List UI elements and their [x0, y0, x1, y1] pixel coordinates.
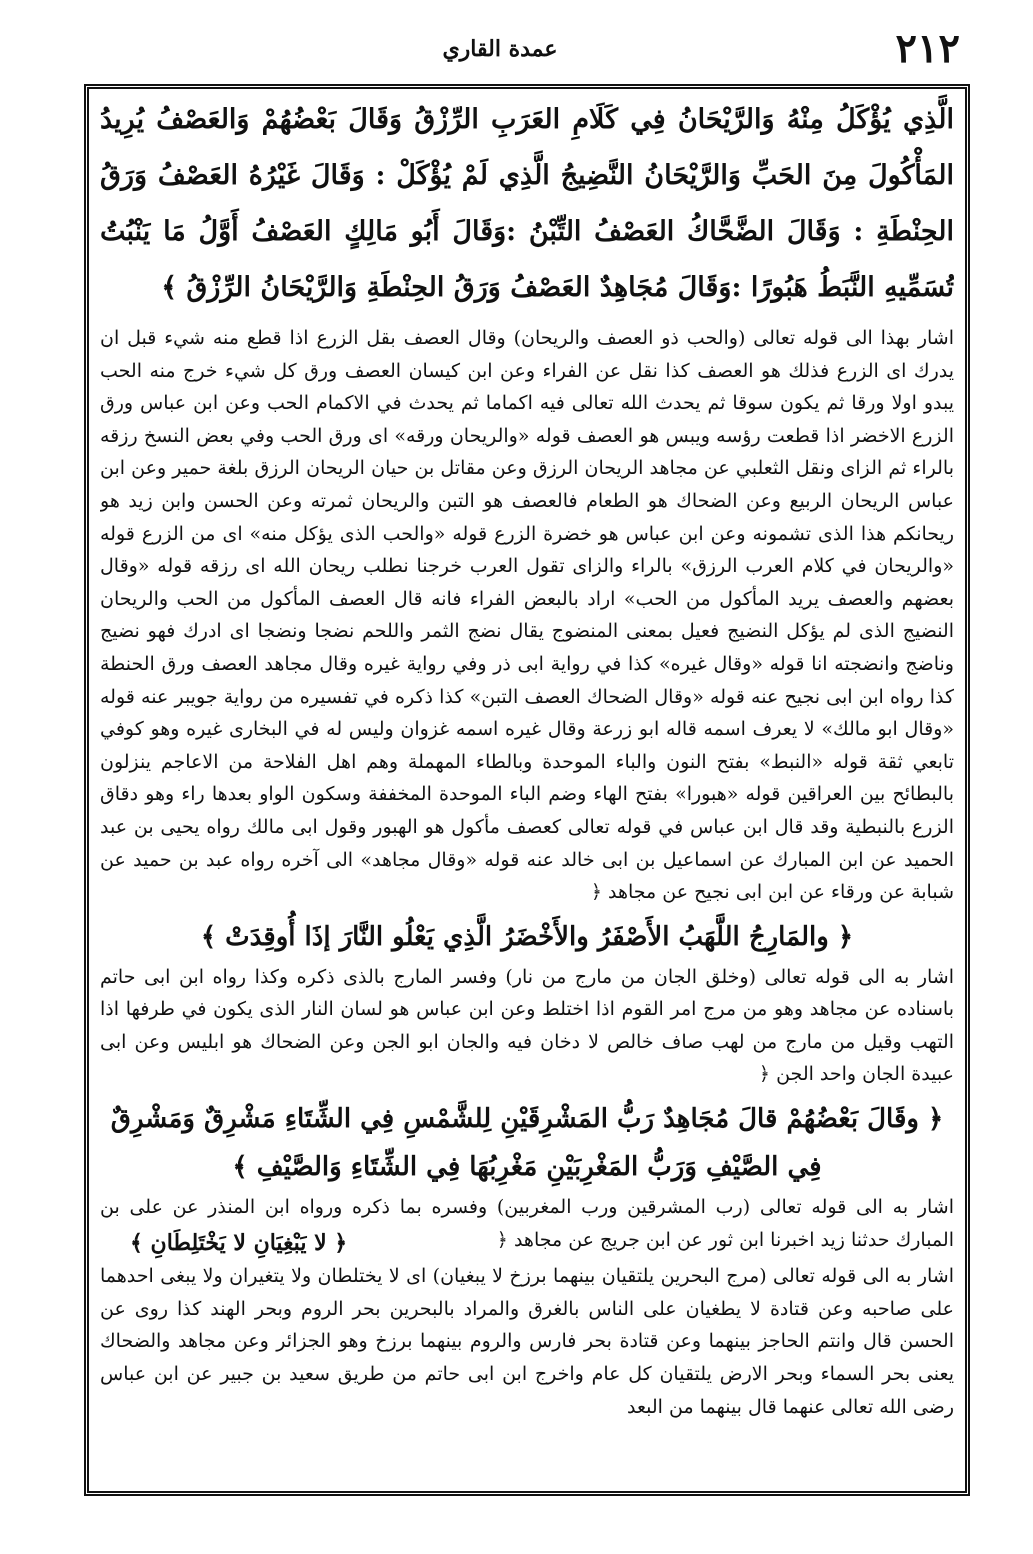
commentary-paragraph-2: اشار به الى قوله تعالى (وخلق الجان من مارج من نار) وفسر المارج بالذى ذكره وكذا رواه ابن ابى حاتم باسناده عن مجاهد وهو من مرج امر القوم اذا اختلط وعن ابن عباس هو لسان النار الذى يكون في طرفها اذا التهب وقيل من مارج من لهب صاف خالص لا دخان فيه والجان ابو الجن وعن الضحاك هو ابليس وعن ابى عبيدة الجان واحد الجن ﴿	[100, 965, 954, 1086]
matn-heading-3: ﴿ لا يَبْغِيَانِ لا يَخْتَلِطَانِ ﴾	[130, 1230, 348, 1257]
running-header	[80, 24, 980, 74]
matn-heading-2: ﴿ وقَالَ بَعْضُهُمْ قالَ مُجَاهِدٌ رَبُّ المَشْرِقَيْنِ لِلشَّمْسِ فِي الشِّتَاءِ مَشْرِقٌ وَمَشْرِقٌ فِي الصَّيْفِ وَرَبُّ المَغْرِبَيْنِ مَغْرِبُهَا فِي الشِّتَاءِ وَالصَّيْفِ ﴾	[110, 1104, 944, 1183]
page-number: ٢١٢	[895, 25, 960, 72]
book-title: عمدة القاري	[442, 36, 558, 62]
commentary-paragraph-1: اشار بهذا الى قوله تعالى (والحب ذو العصف والريحان) وقال العصف بقل الزرع اذا قطع منه شيء قبل ان يدرك اى الزرع فذلك هو العصف كذا نقل عن الفراء وعن ابن كيسان العصف ورق كل شيء خرج منه الحب يبدو اولا ورقا ثم يكون سوقا ثم يحدث الله تعالى فيه اكماما ثم يحدث في الاكمام الحب وعن ابن عباس ورق الزرع الاخضر اذا قطعت رؤسه ويبس هو العصف قوله «والريحان ورقه» اى ورق الحب وفي بعض النسخ رزقه بالراء ثم الزاى ونقل الثعلبي عن مجاهد الريحان الرزق وعن مقاتل بن حيان الريحان الرزق بلغة حمير وعن ابن عباس الريحان الربيع وعن الضحاك هو الطعام فالعصف هو التبن والريحان ثمرته وعن الحسن وابن زيد هو ريحانكم هذا الذى تشمونه وعن ابن عباس هو خضرة الزرع قوله «والحب الذى يؤكل منه» اى من الزرع قوله «والريحان في كلام العرب الرزق» بالراء والزاى تقول العرب خرجنا نطلب ريحان الله اى رزقه قوله «وقال بعضهم والعصف يريد المأكول من الحب» اراد بالبعض الفراء فانه قال العصف المأكول من الحب والريحان النضيج الذى لم يؤكل النضيج فعيل بمعنى المنضوج يقال نضج الثمر واللحم نضجا ونضجا اى ادرك فهو نضيج وناضج وانضجته انا قوله «وقال غيره» كذا في رواية ابى ذر وفي رواية غيره وقال مجاهد العصف ورق الحنطة كذا رواه ابن ابى نجيح عنه قوله «وقال الضحاك العصف التبن» كذا ذكره في تفسيره من رواية جويبر عنه قوله «وقال ابو مالك» لا يعرف اسمه قاله ابو زرعة وقال غيره اسمه غزوان وليس له في البخارى غيره وهو كوفي تابعي ثقة قوله «النبط» بفتح النون والباء الموحدة وبالطاء المهملة وهم اهل الفلاحة من الاعاجم ينزلون بالبطائح بين العراقين قوله «هبورا» بفتح الهاء وضم الباء الموحدة المخففة وسكون الواو بعدها راء وهو دقاق الزرع بالنبطية وقد قال ابن عباس في قوله تعالى كعصف مأكول هو الهبور وقول ابى مالك رواه يحيى بن عبد الحميد عن ابن المبارك عن اسماعيل بن ابى خالد عنه قوله «وقال مجاهد» الى آخره رواه عبد بن حميد عن شبابة عن ورقاء عن ابن ابى نجيح عن مجاهد ﴿	[100, 327, 954, 904]
page-content	[100, 92, 954, 1490]
matn-passage: الَّذِي يُؤْكَلُ مِنْهُ وَالرَّيْحَانُ فِي كَلَامِ العَرَبِ الرِّزْقُ وَقَالَ بَعْضُهُمْ وَالعَصْفُ يُرِيدُ المَأْكُولَ مِنَ الحَبِّ وَالرَّيْحَانُ النَّضِيجُ الَّذِي لَمْ يُؤْكَلْ : وَقَالَ غَيْرُهُ العَصْفُ وَرَقُ الحِنْطَةِ : وَقَالَ الضَّحَّاكُ العَصْفُ التِّبْنُ :وَقَالَ أَبُو مَالِكٍ العَصْفُ أَوَّلُ مَا يَنْبُتُ تُسَمِّيهِ النَّبَطُ هَبُورًا :وَقَالَ مُجَاهِدٌ العَصْفُ وَرَقُ الحِنْطَةِ وَالرَّيْحَانُ الرِّزْقُ ﴾	[100, 104, 954, 303]
matn-heading-1: ﴿ والمَارِجُ اللَّهَبُ الأَصْفَرُ والأَخْضَرُ الَّذِي يَعْلُو النَّارَ إذَا أُوقِدَتْ ﴾	[200, 921, 854, 952]
commentary-paragraph-3: اشار به الى قوله تعالى (رب المشرقين ورب المغربين) وفسره بما ذكره ورواه ابن المنذر عن على بن المبارك حدثنا زيد اخبرنا ابن ثور عن ابن جريج عن مجاهد ﴿	[100, 1196, 954, 1251]
commentary-paragraph-4: اشار به الى قوله تعالى (مرج البحرين يلتقيان بينهما برزخ لا يبغيان) اى لا يختلطان ولا يتغيران ولا يبغى احدهما على صاحبه وعن قتادة لا يطغيان على الناس بالغرق والمراد بالبحرين بحر الروم وبحر الهند كذا روى عن الحسن قال وانتم الحاجز بينهما وعن قتادة بحر فارس والروم بينهما برزخ وهو الجزائر وعن مجاهد والضحاك يعنى بحر السماء وبحر الارض يلتقيان كل عام واخرج ابن ابى حاتم من طريق سعيد بن جبير عن ابن عباس رضى الله تعالى عنهما قال بينهما من البعد	[100, 1265, 954, 1418]
